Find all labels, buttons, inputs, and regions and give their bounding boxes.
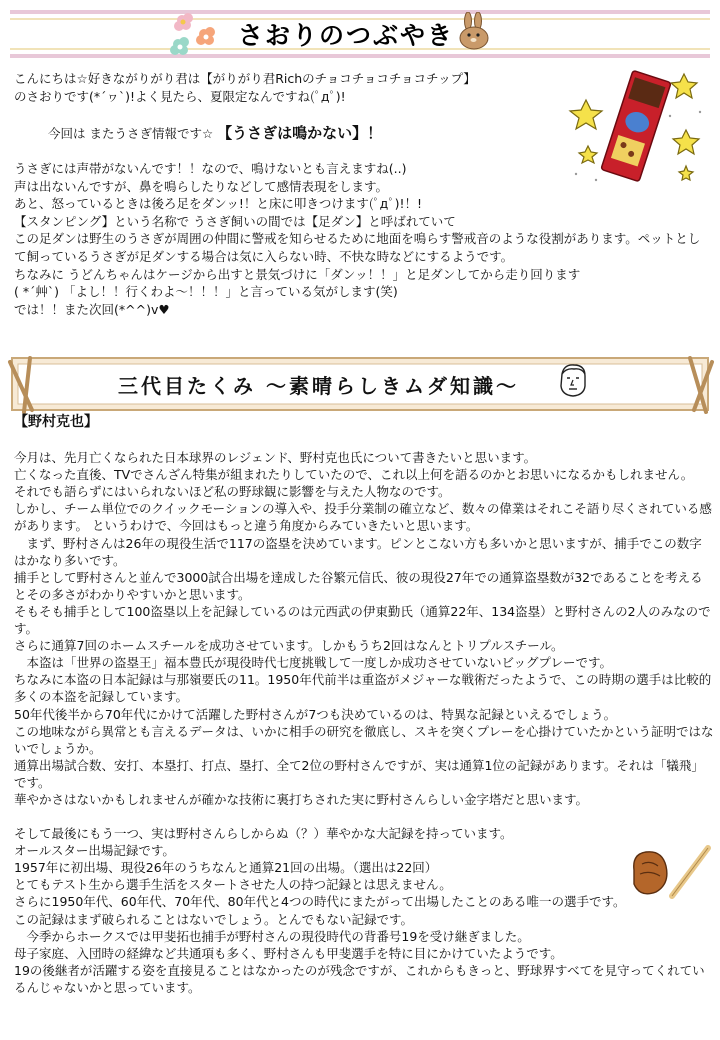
flowers-icon bbox=[168, 10, 222, 56]
article-paragraph: まず、野村さんは26年の現役生活で117の盗塁を決めています。ピンとこない方も多いかと思いますが、捕手でこの数字はかなり多いです。 bbox=[14, 535, 702, 568]
article-paragraph: 通算出場試合数、安打、本塁打、打点、塁打、全て2位の野村さんですが、実は通算1位の記録があります。それは「犠飛」です。 bbox=[14, 757, 704, 790]
article-paragraph: さらに1950年代、60年代、70年代、80年代と4つの時代にまたがって出場したことのある唯一の選手です。 bbox=[14, 894, 626, 910]
body-line: この足ダンは野生のうさぎが周囲の仲間に警戒を知らせるために地面を鳴らす警戒音のような役割があります。ペットとして飼っているうさぎが足ダンする場合は気に入らない時、不快な時などにするようです。 bbox=[14, 231, 701, 264]
article-subheading: 【野村克也】 bbox=[14, 414, 98, 430]
saori-body bbox=[14, 160, 704, 318]
intro-line: のさおりです(*´ヮ`)!よく見たら、夏限定なんですね(ﾟдﾟ)! bbox=[14, 89, 346, 104]
takumi-title: 三代目たくみ ～素晴らしきムダ知識～ bbox=[118, 374, 519, 398]
article-paragraph: 1957年に初出場、現役26年のうちなんと通算21回の出場。（選出は22回） bbox=[14, 860, 438, 876]
article-paragraph: 華やかさはないかもしれませんが確かな技術に裏打ちされた実に野村さんらしい金字塔だと思います。 bbox=[14, 791, 589, 807]
takumi-article bbox=[14, 414, 714, 996]
article-paragraph: ちなみに本盗の日本記録は与那嶺要氏の11。1950年代前半は重盗がメジャーな戦術だったようで、この時期の選手は比較的多くの本盗を記録しています。 bbox=[14, 672, 712, 705]
article-paragraph: さらに通算7回のホームスチールを成功させています。しかもうち2回はなんとトリプルスチール。 bbox=[14, 638, 564, 654]
saori-intro bbox=[14, 70, 574, 143]
body-line: ( *´艸`) 「よし！！行くわよ～！！！」と言っている気がします(笑) bbox=[14, 284, 398, 300]
body-line: ちなみに うどんちゃんはケージから出すと景気づけに「ダンッ！！」と足ダンしてから走り回ります bbox=[14, 266, 581, 282]
body-line: あと、怒っているときは後ろ足をダンッ!！と床に叩きつけます(ﾟдﾟ)!！! bbox=[14, 196, 422, 212]
baseball-glove-bat-icon bbox=[626, 844, 712, 902]
article-paragraph: 母子家庭、入団時の経緯など共通項も多く、野村さんも甲斐選手を特に目にかけていたようです。 bbox=[14, 945, 563, 961]
article-paragraph: 捕手として野村さんと並んで3000試合出場を達成した谷繁元信氏、彼の現役27年での通算盗塁数が32であることを考えるとその多さがわかりやすいかと思います。 bbox=[14, 569, 703, 602]
article-paragraph: 亡くなった直後、TVでさんざん特集が組まれたりしていたので、これ以上何を語るのかとお思いになるかもしれません。 bbox=[14, 467, 694, 483]
body-line: 【スタンピング】という名称で うさぎ飼いの間では【足ダン】と呼ばれていて bbox=[14, 213, 456, 229]
article-paragraph: 今月は、先月亡くなられた日本球界のレジェンド、野村克也氏について書きたいと思います。 bbox=[14, 450, 537, 466]
article-paragraph: この地味ながら異常とも言えるデータは、いかに相手の研究を徹底し、スキを突くプレーを心掛けていたかという証明ではないでしょうか。 bbox=[14, 723, 714, 756]
topic-highlight: 【うさぎは鳴かない】！ bbox=[217, 124, 383, 142]
article-paragraph: しかし、チーム単位でのクイックモーションの導入や、投手分業制の確立など、数々の偉業はそれこそ語り尽くされている感があります。 というわけで、今回はもっと違う角度からみていきたいと思います。 bbox=[14, 501, 712, 534]
intro-line: こんにちは☆好きながりがり君は【がりがり君Richのチョコチョコチョコチップ】 bbox=[14, 71, 476, 86]
article-paragraph: 本盗は「世界の盗塁王」福本豊氏が現役時代七度挑戦して一度しか成功させていないビッグプレーです。 bbox=[14, 655, 613, 671]
article-paragraph: 今季からホークスでは甲斐拓也捕手が野村さんの現役時代の背番号19を受け継ぎました。 bbox=[14, 928, 530, 944]
article-paragraph: そして最後にもう一つ、実は野村さんらしからぬ（？）華やかな大記録を持っています。 bbox=[14, 826, 513, 842]
takumi-face-icon bbox=[556, 362, 590, 398]
article-paragraph: オールスター出場記録です。 bbox=[14, 843, 175, 859]
article-paragraph: 19の後継者が活躍する姿を直接見ることはなかったのが残念ですが、これからもきっと、野球界すべてを見守ってくれているんじゃないかと思っています。 bbox=[14, 962, 705, 995]
article-paragraph: 50年代後半から70年代にかけて活躍した野村さんが7つも決めているのは、特異な記録といえるでしょう。 bbox=[14, 706, 617, 722]
article-paragraph: それでも語らずにはいられないほど私の野球観に影響を与えた人物なのです。 bbox=[14, 484, 451, 500]
topic-prefix: 今回は またうさぎ情報です☆ bbox=[48, 126, 214, 141]
article-paragraph: とてもテスト生から選手生活をスタートさせた人の持つ記録とは思えません。 bbox=[14, 877, 452, 893]
body-line: 声は出ないんですが、鼻を鳴らしたりなどして感情表現をします。 bbox=[14, 178, 389, 194]
page-title: さおりのつぶやき bbox=[238, 21, 455, 50]
bunny-icon bbox=[456, 12, 492, 50]
body-line: うさぎには声帯がないんです！！なので、鳴けないとも言えますね(..) bbox=[14, 161, 407, 176]
topic-line bbox=[14, 124, 574, 143]
article-paragraph: そもそも捕手として100盗塁以上を記録しているのは元西武の伊東勤氏（通算22年、134盗塁）と野村さんの2人のみなのです。 bbox=[14, 603, 711, 637]
body-line: では！！また次回(*^^)v♥ bbox=[14, 301, 170, 317]
article-paragraph: この記録はまず破られることはないでしょう。とんでもない記録です。 bbox=[14, 911, 414, 927]
